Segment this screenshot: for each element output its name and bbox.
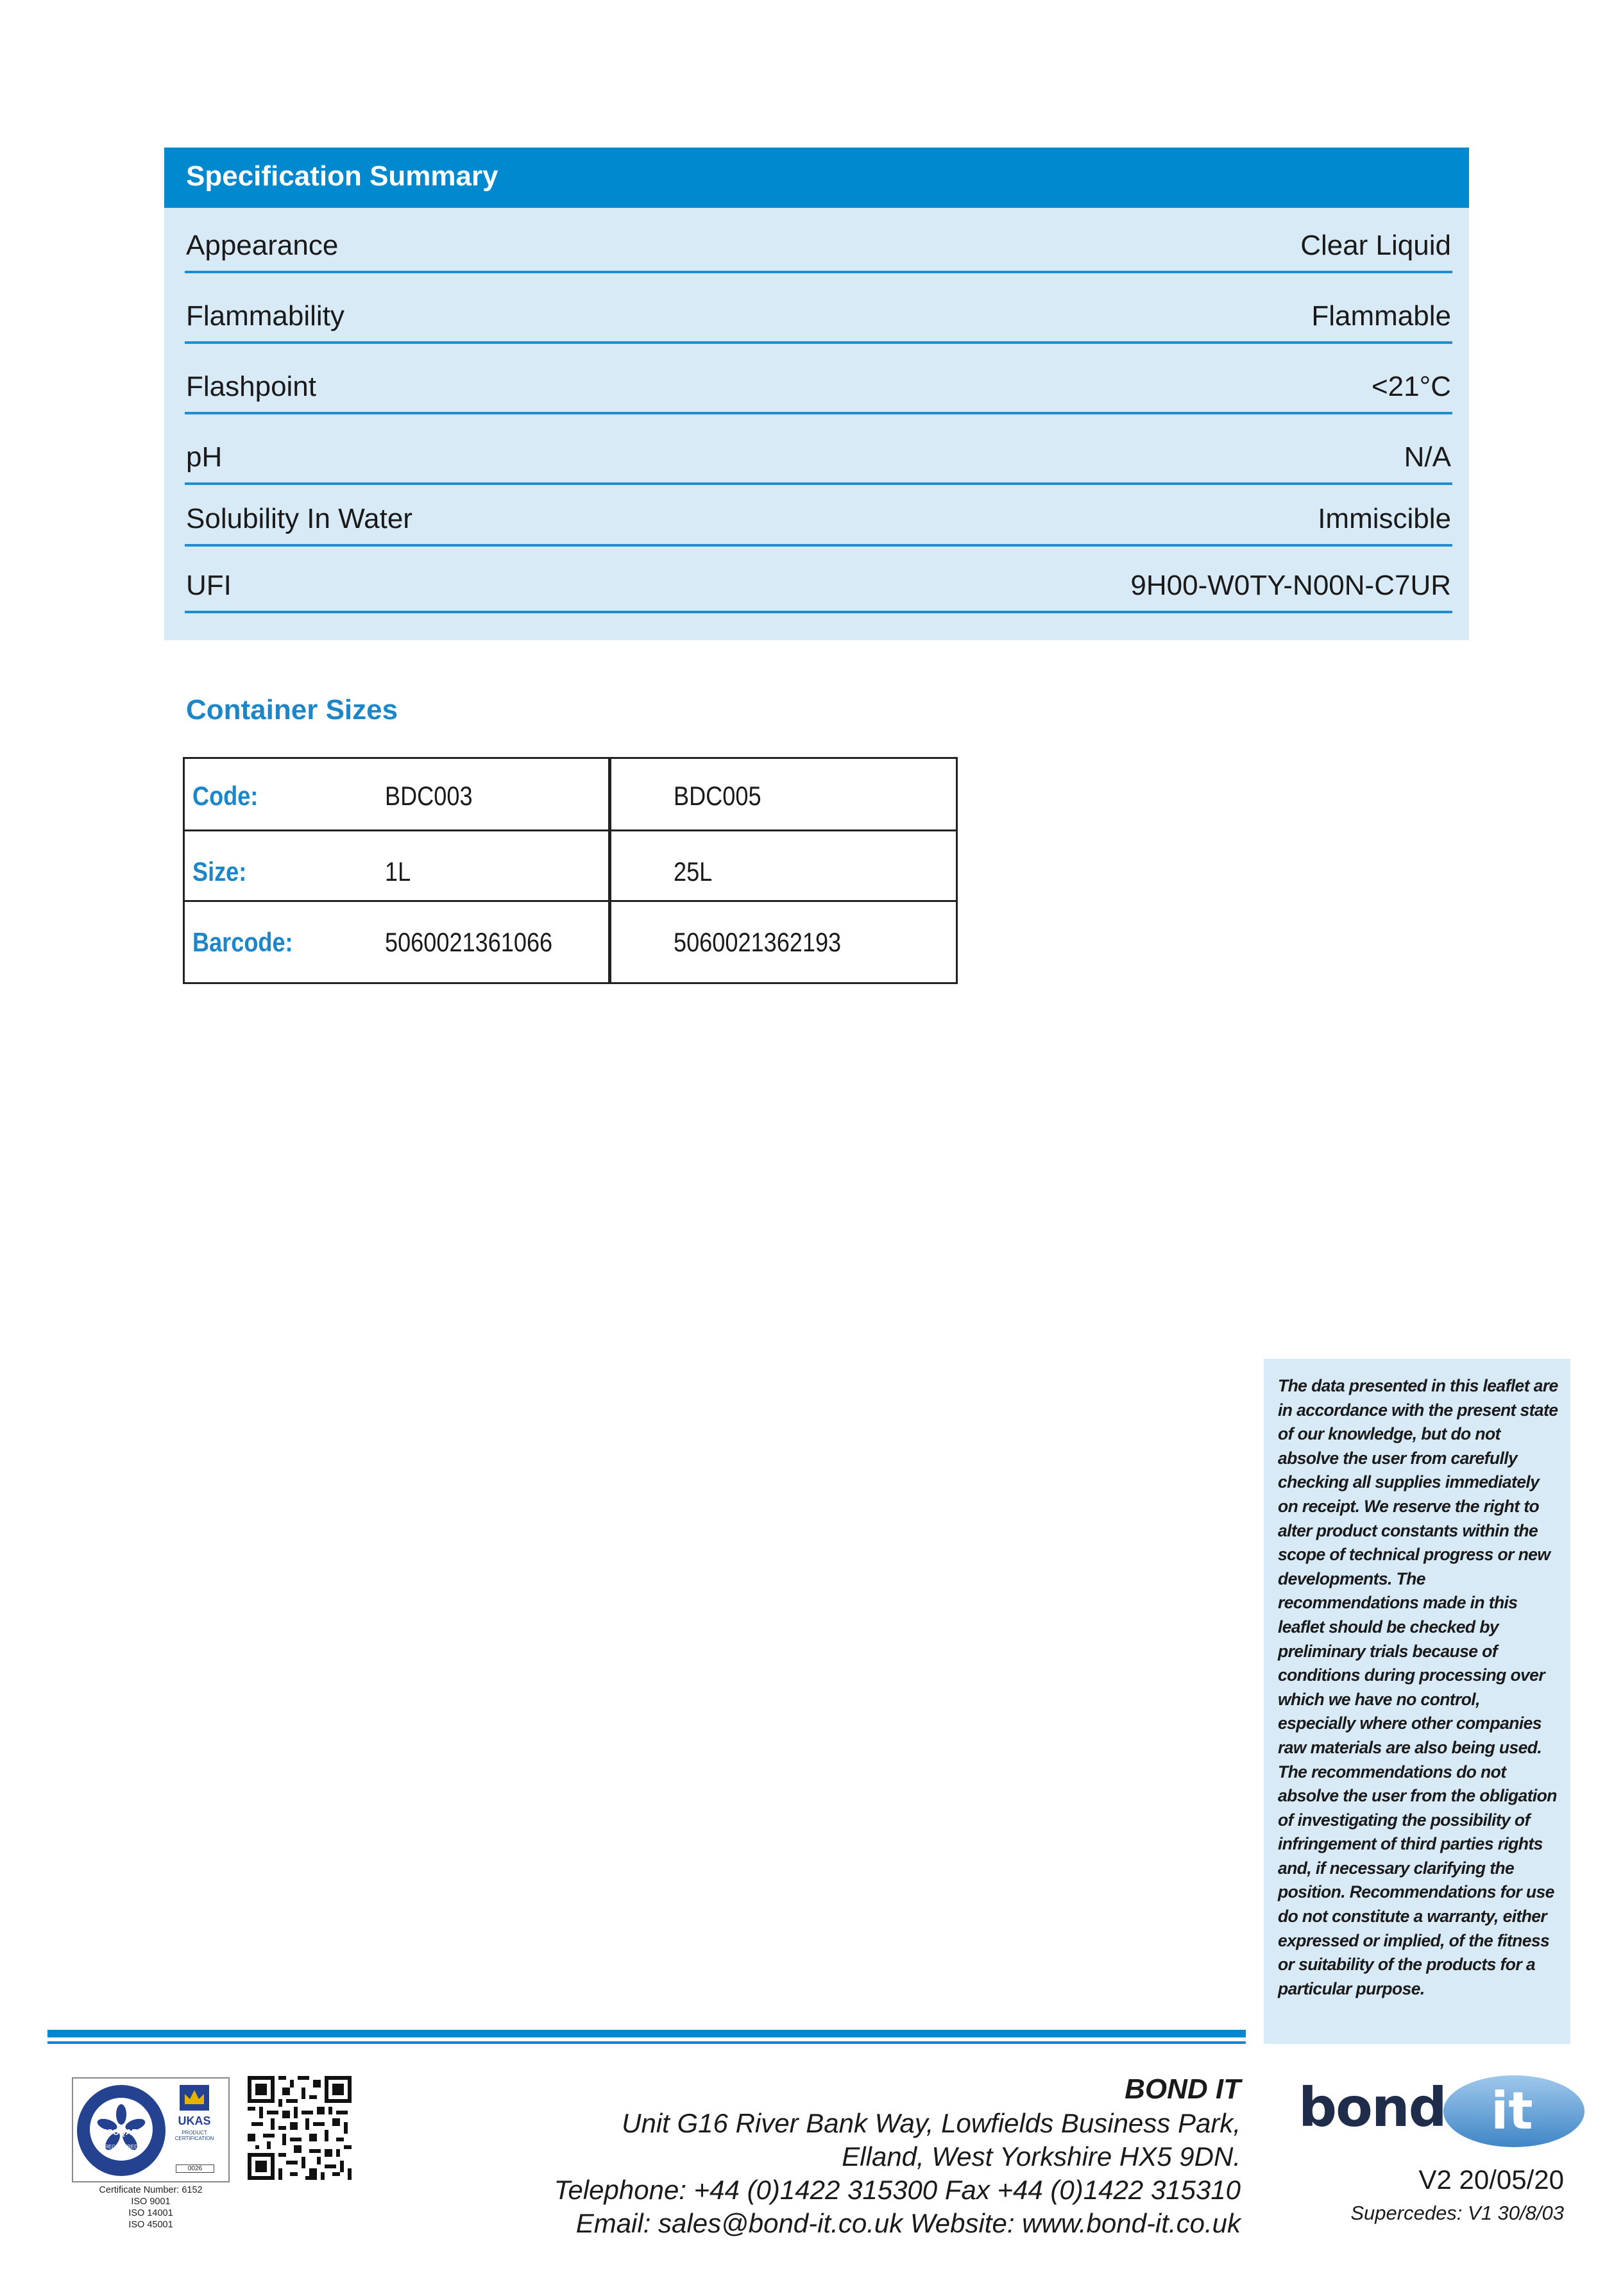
spec-value: Clear Liquid	[1300, 230, 1451, 261]
column-divider	[608, 759, 611, 982]
container-cell: 25L	[674, 856, 713, 887]
spec-label: Flammability	[186, 300, 344, 332]
spec-label: pH	[186, 441, 223, 473]
container-row-code	[185, 759, 956, 831]
spec-label: Flashpoint	[186, 371, 317, 402]
container-row-label: Code:	[192, 781, 259, 811]
email-website[interactable]: Email: sales@bond-it.co.uk Website: www.bond-it.co.uk	[575, 2208, 1241, 2238]
certificate-number: Certificate Number: 6152	[99, 2185, 203, 2195]
container-row-barcode	[185, 910, 956, 981]
spec-header-bar	[164, 148, 1469, 208]
ukas-logo	[162, 2080, 227, 2180]
container-cell: 1L	[385, 856, 411, 887]
spec-value: N/A	[1404, 441, 1451, 473]
spec-row-flammability	[185, 273, 1452, 344]
logo-wordmark: bond	[1298, 2076, 1446, 2139]
certification-logos	[72, 2077, 230, 2182]
disclaimer-text: The data presented in this leaflet are in accordance with the present state of our knowledge, but do not absolve the user from carefully checking all supplies immediately on receipt. We reserve the right to alter product constants within the scope of technical progress or new developments. The recommendations made in this leaflet should be checked by preliminary trials because of conditions during processing over which we have no control, especially where other companies raw materials are also being used. The recommendations do not absolve the user from the obligation of investigating the possibility of infringement of third parties rights and, if necessary clarifying the position. Recommendations for use do not constitute a warranty, either expressed or implied, of the fitness or suitability of the products for a particular purpose.	[1278, 1376, 1558, 1998]
spec-row-ph	[185, 414, 1452, 485]
spec-row-appearance	[185, 208, 1452, 273]
ukas-number: 0026	[176, 2164, 214, 2173]
disclaimer-box	[1264, 1359, 1570, 2044]
isoqar-label: ISOQAR	[105, 2127, 138, 2137]
footer-rule-thin	[47, 2041, 1246, 2044]
supercedes-note: Supercedes: V1 30/8/03	[1350, 2202, 1564, 2224]
crown-icon	[178, 2084, 210, 2112]
ukas-label: UKAS	[178, 2114, 211, 2127]
phone-fax: Telephone: +44 (0)1422 315300 Fax +44 (0)1422 315310	[554, 2175, 1241, 2205]
container-cell: BDC005	[674, 781, 761, 811]
spec-label: Solubility In Water	[186, 503, 412, 534]
container-sizes-title: Container Sizes	[186, 694, 398, 726]
company-name: BOND IT	[1125, 2073, 1241, 2105]
isoqar-logo	[77, 2085, 166, 2176]
spec-row-solubility	[185, 485, 1452, 547]
bond-it-logo	[1298, 2068, 1587, 2154]
qr-code[interactable]	[248, 2076, 352, 2180]
container-row-label: Barcode:	[192, 927, 293, 957]
container-row-size	[185, 838, 956, 902]
address-line: Elland, West Yorkshire HX5 9DN.	[842, 2141, 1241, 2172]
ukas-subtitle: PRODUCT CERTIFICATION	[174, 2130, 214, 2141]
container-cell: 5060021361066	[385, 927, 553, 957]
address-line: Unit G16 River Bank Way, Lowfields Business Park,	[622, 2108, 1241, 2138]
spec-row-ufi	[185, 547, 1452, 613]
iso-standard: ISO 9001	[131, 2197, 171, 2207]
footer-rule	[47, 2030, 1246, 2037]
spec-row-flashpoint	[185, 344, 1452, 414]
specification-summary	[164, 148, 1469, 640]
logo-accent: it	[1491, 2081, 1533, 2141]
spec-value: Flammable	[1311, 300, 1451, 332]
iso-standard: ISO 14001	[128, 2208, 173, 2218]
spec-value: Immiscible	[1318, 503, 1451, 534]
container-cell: 5060021362193	[674, 927, 842, 957]
container-sizes-table	[183, 757, 958, 984]
isoqar-registered: REGISTERED	[104, 2144, 138, 2150]
spec-label: UFI	[186, 570, 232, 601]
iso-standard: ISO 45001	[128, 2220, 173, 2230]
spec-title: Specification Summary	[186, 160, 498, 192]
spec-value: 9H00-W0TY-N00N-C7UR	[1130, 570, 1451, 601]
version-number: V2 20/05/20	[1418, 2164, 1564, 2195]
container-row-label: Size:	[192, 856, 247, 887]
spec-label: Appearance	[186, 230, 339, 261]
spec-value: <21°C	[1371, 371, 1451, 402]
container-cell: BDC003	[385, 781, 473, 811]
